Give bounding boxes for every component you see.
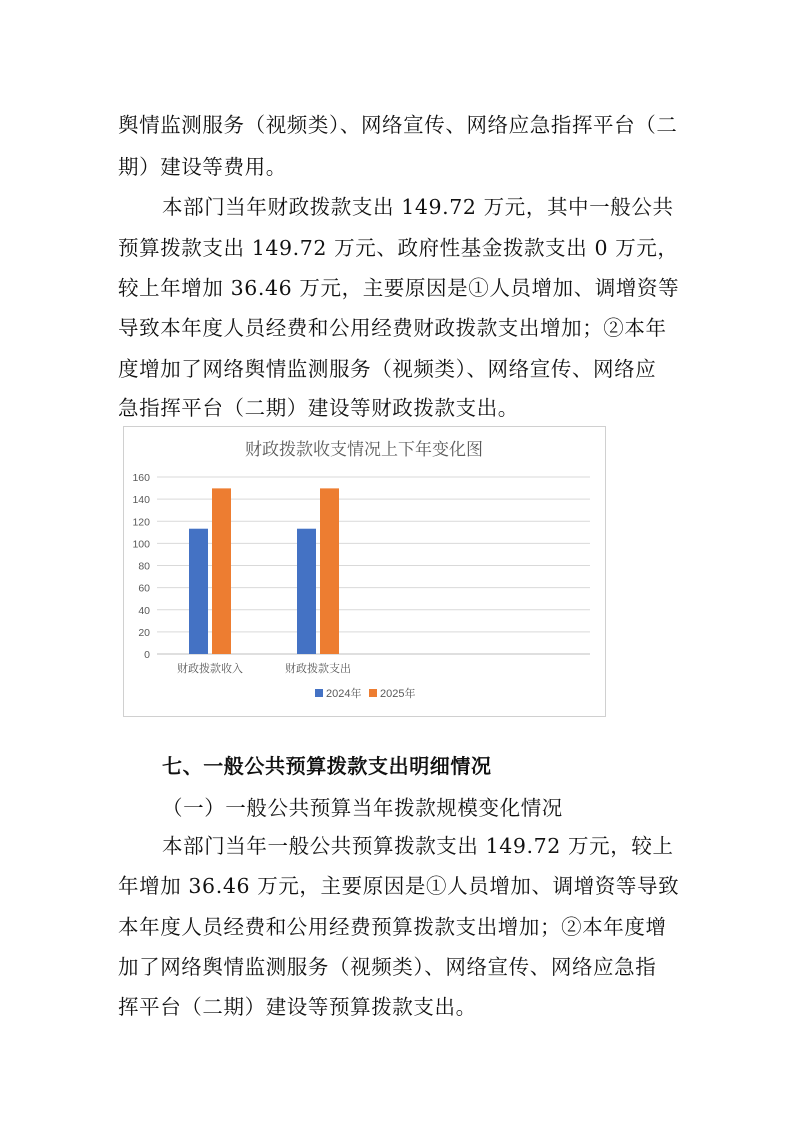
y-tick-label: 100 (132, 538, 150, 551)
bar-chart (123, 426, 606, 717)
text-line: 加了网络舆情监测服务（视频类）、网络宣传、网络应急指 (118, 955, 657, 979)
text-line: 急指挥平台（二期）建设等财政拨款支出。 (118, 396, 519, 420)
y-tick-label: 40 (138, 604, 150, 617)
bar-2024-1 (189, 529, 208, 654)
text-line: 导致本年度人员经费和公用经费财政拨款支出增加；②本年 (118, 316, 667, 340)
text-line: 本年度人员经费和公用经费预算拨款支出增加；②本年度增 (118, 915, 667, 939)
chart-canvas (124, 427, 605, 716)
text-line: 较上年增加 36.46 万元，主要原因是①人员增加、调增资等 (118, 276, 680, 300)
y-tick-label: 160 (132, 472, 150, 484)
text-line: 本部门当年一般公共预算拨款支出 149.72 万元，较上 (162, 834, 674, 858)
legend-swatch (315, 689, 323, 697)
bar-2025-1 (212, 488, 231, 654)
text-line: 舆情监测服务（视频类）、网络宣传、网络应急指挥平台（二 (118, 113, 678, 137)
section-heading: 七、一般公共预算拨款支出明细情况 (162, 754, 492, 778)
x-category-label: 财政拨款收入 (177, 663, 243, 675)
text-line: 预算拨款支出 149.72 万元、政府性基金拨款支出 0 万元， (118, 236, 679, 260)
text-line: 本部门当年财政拨款支出 149.72 万元，其中一般公共 (162, 195, 674, 219)
y-tick-label: 60 (138, 582, 150, 595)
bar-2025-2 (320, 488, 339, 654)
y-tick-label: 20 (138, 626, 150, 639)
text-line: 挥平台（二期）建设等预算拨款支出。 (118, 995, 477, 1019)
y-tick-label: 140 (132, 494, 150, 507)
y-tick-label: 120 (132, 516, 150, 529)
y-tick-label: 0 (144, 649, 150, 661)
y-tick-label: 80 (138, 560, 150, 573)
legend-label: 2025年 (380, 688, 416, 700)
legend-swatch (369, 689, 377, 697)
bar-2024-2 (297, 529, 316, 654)
text-line: 期）建设等费用。 (118, 155, 287, 179)
chart-title: 财政拨款收支情况上下年变化图 (245, 440, 483, 460)
text-line: 年增加 36.46 万元，主要原因是①人员增加、调增资等导致 (118, 874, 680, 898)
x-category-label: 财政拨款支出 (285, 663, 351, 675)
subsection-heading: （一）一般公共预算当年拨款规模变化情况 (162, 796, 563, 820)
legend-label: 2024年 (326, 688, 362, 700)
text-line: 度增加了网络舆情监测服务（视频类）、网络宣传、网络应 (118, 357, 657, 381)
